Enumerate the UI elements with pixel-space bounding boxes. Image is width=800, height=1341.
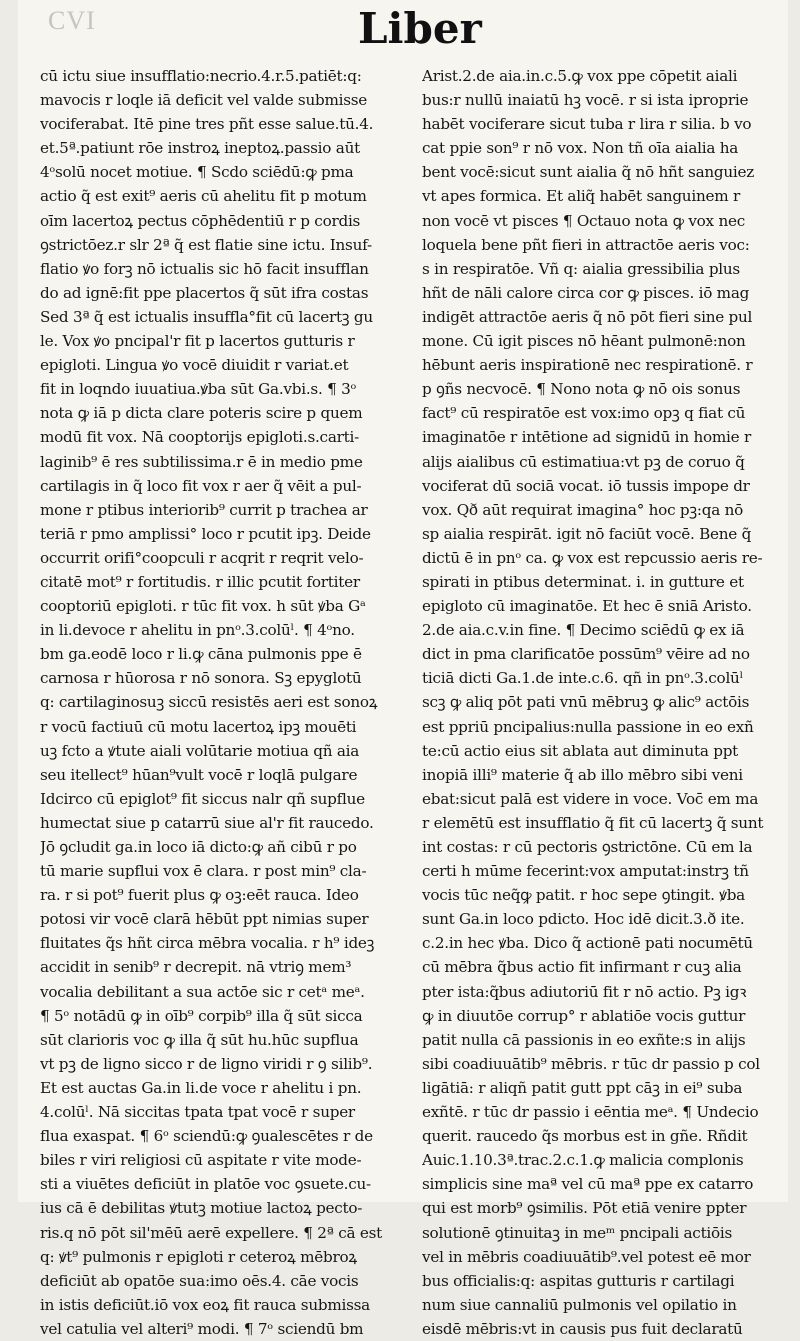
text-line: sibi coadiuuātib⁹ mēbris. r tūc dr passio p col — [422, 1054, 760, 1073]
text-line: epigloti. Lingua ꝟo vocē diuidit r variat.et — [40, 356, 349, 375]
text-line: modū fit vox. Nā cooptorijs epigloti.s.carti- — [40, 428, 359, 447]
running-head: Liber — [358, 4, 482, 53]
text-line: fact⁹ cū respiratōe est vox:imo opꝫ q fiat cū — [422, 404, 746, 423]
text-line: Et est auctas Ga.in li.de voce r ahelitu i pn. — [40, 1078, 362, 1097]
text-line: mone. Cū igit pisces nō hēant pulmonē:non — [422, 332, 746, 351]
right-column — [422, 64, 786, 1341]
text-line: deficiūt ab opatōe sua:imo oēs.4. cāe vocis — [40, 1271, 359, 1290]
text-line: 4.colūˡ. Nā siccitas tpata tpat vocē r super — [40, 1103, 355, 1122]
text-line: do ad ignē:fit ppe placertos q̃ sūt ifra costas — [40, 283, 369, 302]
text-line: vel in mēbris coadiuuātib⁹.vel potest eē mor — [422, 1247, 751, 1266]
text-line: solutionē ꝯtinuitaꝫ in meᵐ pncipali actiōis — [422, 1223, 733, 1242]
text-line: querit. raucedo q̃s morbus est in gñe. Rñdit — [422, 1127, 748, 1146]
text-line: ¶ 5ᵒ notādū ꝙ in oīb⁹ corpib⁹ illa q̃ sūt sicca — [40, 1006, 363, 1025]
text-line: humectat siue p catarrū siue al'r fit raucedo. — [40, 813, 374, 832]
text-line: 4ᵒsolū nocet motiue. ¶ Scdo sciēdū:ꝙ pma — [40, 163, 354, 182]
text-line: pter ista:q̃bus adiutoriū fit r nō actio. Pꝫ igꝛ — [422, 982, 747, 1001]
text-line: biles r viri religiosi cū aspitate r vite mode- — [40, 1151, 362, 1170]
text-line: occurrit orifi°coopculi r acqrit r reqrit velo- — [40, 548, 364, 567]
text-line: hēbunt aeris inspirationē nec respirationē. r — [422, 356, 753, 375]
text-line: ebat:sicut palā est videre in voce. Voc̄ em ma — [422, 789, 759, 808]
text-line: q: ꝟt⁹ pulmonis r epigloti r ceteroꝝ mēbroꝝ — [40, 1247, 357, 1266]
text-line: vt apes formica. Et aliq̃ habēt sanguinem r — [422, 187, 740, 206]
text-line: ꝯstrictōez.r slr 2ª q̃ est flatie sine ictu. Insuf- — [40, 235, 372, 254]
text-line: certi h mūme fecerint:vox amputat:instrꝫ tñ — [422, 862, 749, 881]
text-line: mone r ptibus interiorib⁹ currit p trachea ar — [40, 500, 368, 519]
text-line: Sed 3ª q̃ est ictualis insuffla°fit cū lacertꝫ gu — [40, 307, 373, 326]
text-line: dict in pma clarificatōe possūm⁹ vēire ad no — [422, 645, 750, 664]
text-line: num siue cannaliū pulmonis vel opilatio in — [422, 1295, 737, 1314]
text-line: sūt clarioris voc ꝙ illa q̃ sūt hu.hūc supflua — [40, 1030, 359, 1049]
text-line: vel catulia vel alteri⁹ modi. ¶ 7ᵒ sciendū bm — [40, 1319, 364, 1338]
text-line: carnosa r hūorosa r nō sonora. Sꝫ epyglotū — [40, 669, 362, 688]
text-line: nota ꝙ iā p dicta clare poteris scire p quem — [40, 404, 363, 423]
text-line: ius cā ē debilitas ꝟtutꝫ motiue lactoꝝ pecto- — [40, 1199, 363, 1218]
text-line: exñtē. r tūc dr passio i eēntia meᵃ. ¶ Undecio — [422, 1103, 759, 1122]
text-line: habēt vociferare sicut tuba r lira r silia. b vo — [422, 115, 752, 134]
text-line: flua exaspat. ¶ 6ᵒ sciendū:ꝙ ꝯualescētes r de — [40, 1127, 373, 1146]
text-line: oīm lacertoꝝ pectus cōphēdentiū r p cordis — [40, 211, 361, 230]
text-line: epigloto cū imaginatōe. Et hec ē sniā Aristo. — [422, 597, 752, 616]
text-line: non vocē vt pisces ¶ Octauo nota ꝙ vox nec — [422, 211, 745, 230]
text-line: est ppriū pncipalius:nulla passione in eo exñ — [422, 717, 754, 736]
text-line: sunt Ga.in loco pdicto. Hoc idē dicit.3.ð ite. — [422, 910, 745, 929]
text-line: vox. Qð aūt requirat imagina° hoc pꝫ:qa nō — [422, 500, 744, 519]
text-line: Jō ꝯcludit ga.in loco iā dicto:ꝙ añ cibū r po — [40, 838, 357, 856]
text-line: r vocū factiuū cū motu lacertoꝝ ipꝫ mouēti — [40, 717, 357, 736]
text-line: vociferabat. Itē pine tres pñt esse salue.tū.4. — [40, 115, 374, 134]
text-line: citatē mot⁹ r fortitudis. r illic pcutit fortiter — [40, 572, 360, 591]
text-line: loquela bene pñt fieri in attractōe aeris voc: — [422, 235, 750, 254]
text-line: c.2.in hec ꝟba. Dico q̃ actionē pati nocumētū — [422, 934, 753, 953]
text-line: bent vocē:sicut sunt aialia q̃ nō hñt sanguiez — [422, 163, 755, 182]
text-line: 2.de aia.c.v.in fine. ¶ Decimo sciēdū ꝙ ex iā — [422, 621, 745, 640]
text-line: ꝙ in diuutōe corrup° r ablatiōe vocis guttur — [422, 1006, 746, 1025]
text-line: accidit in senib⁹ r decrepit. nā vtriꝯ mem³ — [40, 958, 352, 977]
text-line: sti a viuētes deficiūt in platōe voc ꝯsuete.cu- — [40, 1175, 371, 1194]
text-line: ra. r si pot⁹ fuerit plus ꝙ oꝫ:eēt rauca. Ideo — [40, 886, 359, 905]
text-line: indigēt attractōe aeris q̃ nō pōt fieri sine pul — [422, 307, 753, 326]
text-line: imaginatōe r intētione ad signidū in homie r — [422, 428, 751, 447]
text-line: hñt de nāli calore circa cor ꝙ pisces. iō mag — [422, 283, 750, 302]
text-line: cooptoriū epigloti. r tūc fit vox. h sūt ꝟba Gᵃ — [40, 597, 366, 616]
text-line: fit in loqndo iuuatiua.ꝟba sūt Ga.vbi.s. ¶ 3ᵒ — [40, 380, 357, 399]
text-line: Idcirco cū epiglot⁹ fit siccus nalr qñ supflue — [40, 789, 365, 808]
left-column — [40, 64, 410, 1341]
text-line: bus:r nullū inaiatū hꝫ vocē. r si ista iproprie — [422, 91, 749, 110]
text-line: simplicis sine maª vel cū maª ppe ex catarro — [422, 1175, 754, 1194]
text-line: le. Vox ꝟo pncipal'r fit p lacertos gutturis r — [40, 332, 355, 351]
text-line: patit nulla cā passionis in eo exñte:s in alijs — [422, 1030, 746, 1049]
text-line: ris.q nō pōt sil'mēū aerē expellere. ¶ 2ª cā est — [40, 1223, 382, 1242]
text-line: spirati in ptibus determinat. i. in gutture et — [422, 572, 744, 591]
text-line: r elemētū est insufflatio q̃ fit cū lacertꝫ q̃ sunt — [422, 813, 764, 832]
text-line: cartilagis in q̃ loco fit vox r aer q̃ vēit a pul- — [40, 476, 362, 495]
text-line: scꝫ ꝙ aliq pōt pati vnū mēbruꝫ ꝙ alic⁹ actōis — [422, 693, 750, 712]
text-line: uꝫ fcto a ꝟtute aiali volūtarie motiua qñ aia — [40, 741, 360, 760]
text-line: fluitates q̃s hñt circa mēbra vocalia. r h⁹ ideꝫ — [40, 934, 375, 953]
text-line: in li.devoce r ahelitu in pnᵒ.3.colūˡ. ¶ 4ᵒno. — [40, 621, 355, 640]
text-line: qui est morb⁹ ꝯsimilis. Pōt etiā venire ppter — [422, 1199, 747, 1218]
book-page — [18, 0, 788, 1338]
text-line: Arist.2.de aia.in.c.5.ꝙ vox ppe cōpetit aiali — [422, 67, 738, 85]
text-line: tū marie supflui vox ē clara. r post min⁹ cla- — [40, 862, 367, 881]
text-line: cū ictu siue insufflatio:necrio.4.r.5.patiēt:q: — [40, 67, 362, 85]
text-line: p ꝯñs necvocē. ¶ Nono nota ꝙ nō ois sonus — [422, 380, 741, 399]
text-line: s in respiratōe. Vñ q: aialia gressibilia plus — [422, 259, 740, 278]
text-line: vocalia debilitant a sua actōe sic r cetᵃ meᵃ. — [40, 982, 365, 1001]
text-line: bus officialis:q: aspitas gutturis r cartilagi — [422, 1271, 735, 1290]
text-line: int costas: r cū pectoris ꝯstrictōne. Cū em la — [422, 838, 753, 856]
text-line: seu itellect⁹ hūan⁹vult vocē r loqlā pulgare — [40, 765, 358, 784]
text-line: dictū ē in pnᵒ ca. ꝙ vox est repcussio aeris re- — [422, 548, 763, 567]
text-line: alijs aialibus cū estimatiua:vt pꝫ de coruo q̃ — [422, 452, 745, 471]
text-line: te:cū actio eius sit ablata aut diminuta ppt — [422, 741, 739, 760]
text-line: potosi vir vocē clarā hēbūt ppt nimias super — [40, 910, 369, 929]
text-line: in istis deficiūt.iō vox eoꝝ fit rauca submissa — [40, 1295, 370, 1314]
text-line: vt pꝫ de ligno sicco r de ligno viridi r ꝯ silib⁹. — [40, 1054, 373, 1073]
text-line: vocis tūc neq̃ꝙ patit. r hoc sepe ꝯtingit. ꝟba — [422, 886, 745, 905]
text-line: sp aialia respirāt. igit nō faciūt vocē. Bene q̃ — [422, 524, 752, 543]
text-line: actio q̃ est exit⁹ aeris cū ahelitu fit p motum — [40, 187, 367, 206]
text-line: cū mēbra q̃bus actio fit infirmant r cuꝫ alia — [422, 958, 742, 977]
text-line: et.5ª.patiunt rōe instroꝝ ineptoꝝ.passio aūt — [40, 139, 360, 158]
text-line: eisdē mēbris:vt in causis pus fuit declaratū — [422, 1319, 743, 1338]
text-line: Auic.1.10.3ª.trac.2.c.1.ꝙ malicia complonis — [422, 1151, 744, 1170]
text-line: vociferat dū sociā vocat. iō tussis impope dr — [422, 476, 750, 495]
folio-number: CVI — [48, 6, 96, 35]
text-line: laginib⁹ ē res subtilissima.r ē in medio pme — [40, 452, 363, 471]
text-line: mavocis r loqle iā deficit vel valde submisse — [40, 91, 368, 110]
text-line: bm ga.eodē loco r li.ꝙ cāna pulmonis ppe ē — [40, 645, 362, 664]
text-line: inopiā illi⁹ materie q̃ ab illo mēbro sibi veni — [422, 765, 743, 784]
text-line: flatio ꝟo forꝫ nō ictualis sic hō facit insufflan — [40, 259, 369, 278]
text-line: ligātiā: r aliqñ patit gutt ppt cāꝫ in ei⁹ suba — [422, 1078, 743, 1097]
text-line: teriā r pmo amplissi° loco r pcutit ipꝫ. Deide — [40, 524, 371, 543]
text-line: q: cartilaginosuꝫ siccū resistēs aeri est sonoꝝ — [40, 693, 378, 712]
text-line: ticiā dicti Ga.1.de inte.c.6. qñ in pnᵒ.3.colūˡ — [422, 669, 744, 688]
text-line: cat ppie son⁹ r nō vox. Non tñ oīa aialia ha — [422, 139, 739, 158]
